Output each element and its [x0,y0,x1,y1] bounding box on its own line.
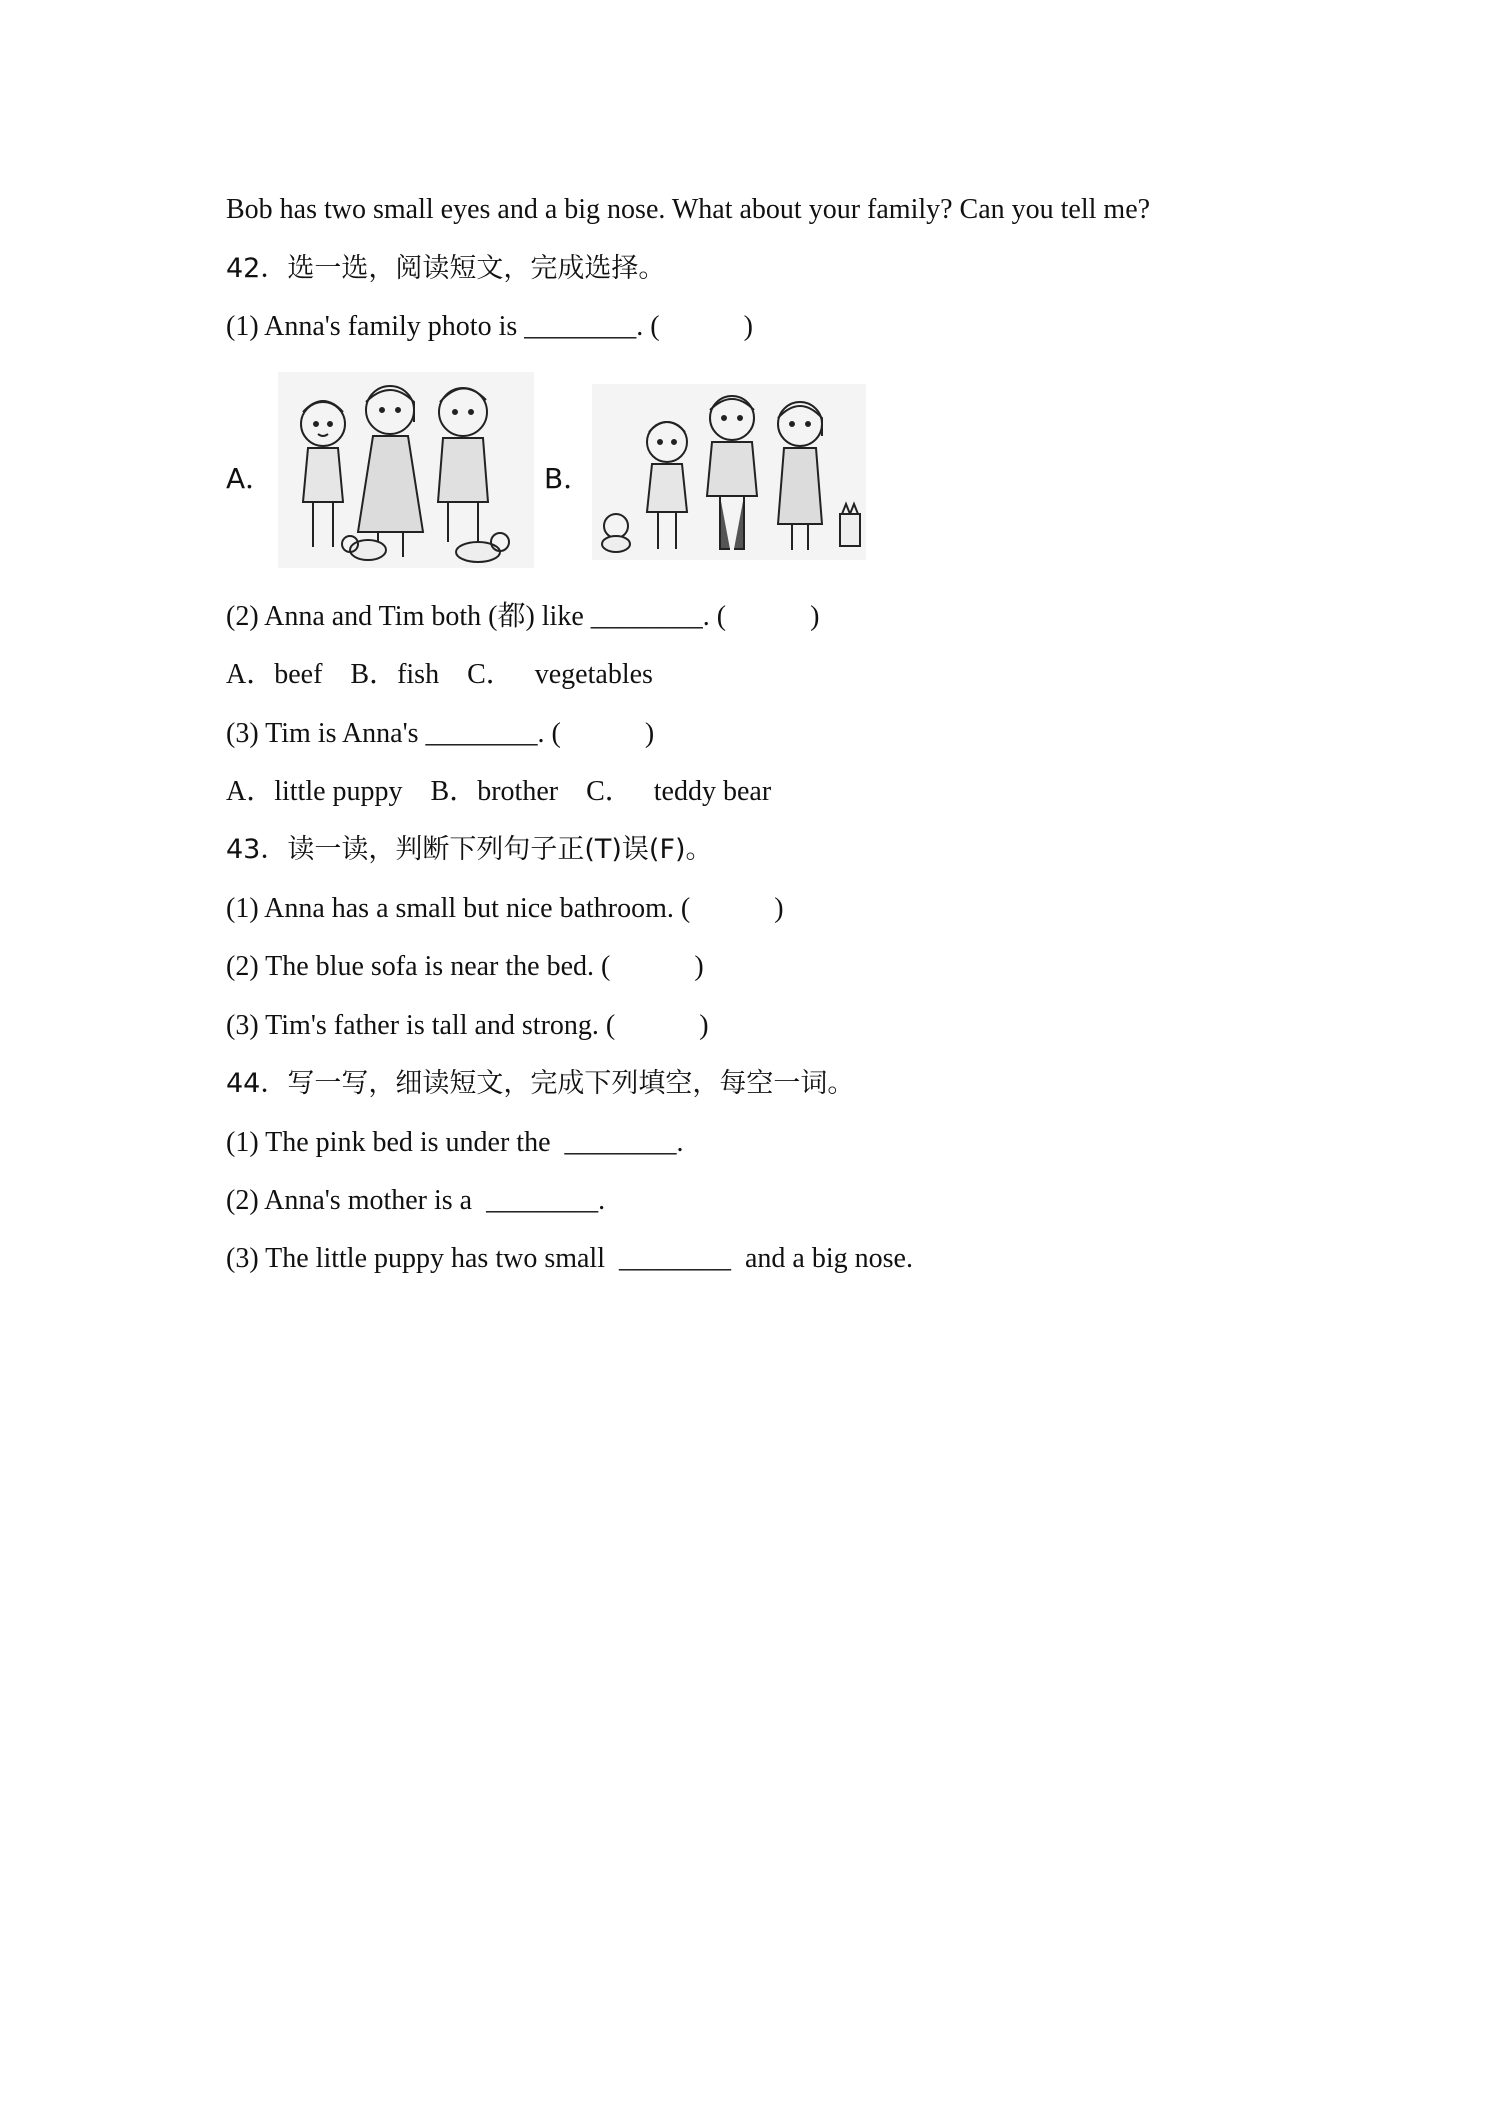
q42-option-a-label: A． [226,462,274,495]
q44-heading: 44．写一写，细读短文，完成下列填空，每空一词。 [226,1068,855,1099]
intro-line: Bob has two small eyes and a big nose. What about your family? Can you tell me? [226,194,1151,225]
q42-sub1-stem: (1) Anna's family photo is ________. ( ) [226,311,753,342]
q42-sub2-stem: (2) Anna and Tim both (都) like ________. ( ) [226,601,820,632]
q42-sub2-options: A．beef B．fish C． vegetables [226,659,653,690]
q44-item-2: (2) Anna's mother is a ________. [226,1185,606,1216]
q42-sub3-stem: (3) Tim is Anna's ________. ( ) [226,718,655,749]
q42-option-b-label: B． [544,462,592,495]
q42-heading: 42．选一选，阅读短文，完成选择。 [226,253,666,284]
q43-heading: 43．读一读，判断下列句子正(T)误(F)。 [226,834,713,865]
q43-item-1: (1) Anna has a small but nice bathroom. ( ) [226,893,784,924]
q43-item-3: (3) Tim's father is tall and strong. ( ) [226,1010,709,1041]
q44-item-3: (3) The little puppy has two small ________ and a big nose. [226,1243,913,1274]
family-with-dogs-illustration-icon[interactable] [278,372,534,568]
q42-sub3-options: A．little puppy B．brother C． teddy bear [226,776,772,807]
q43-item-2: (2) The blue sofa is near the bed. ( ) [226,951,704,982]
q44-item-1: (1) The pink bed is under the ________. [226,1127,684,1158]
family-with-pets-illustration-icon[interactable] [592,384,866,560]
